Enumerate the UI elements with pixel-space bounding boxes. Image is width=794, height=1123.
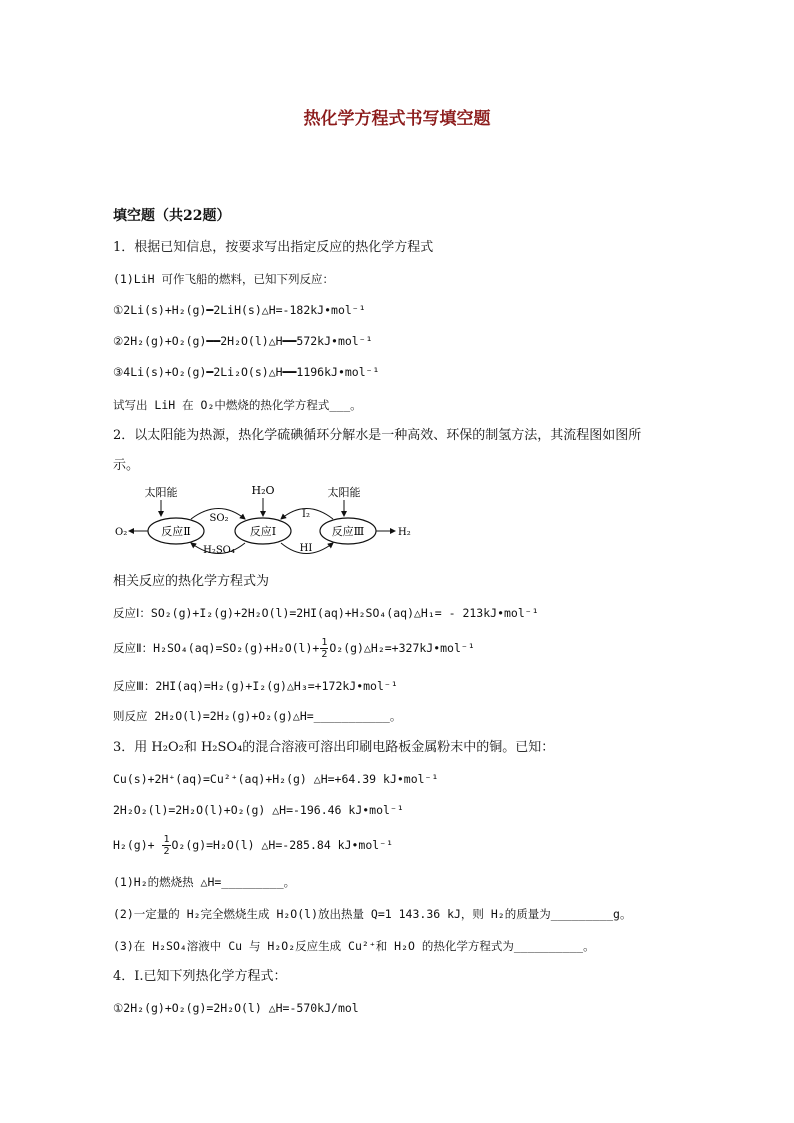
reaction-i-label: 反应Ⅰ [249, 525, 277, 538]
q2-stem-line1: 2．以太阳能为热源，热化学硫碘循环分解水是一种高效、环保的制氢方法，其流程图如图所 [113, 428, 642, 443]
q3-equation-3 [113, 834, 393, 857]
fraction-numerator: 1 [163, 834, 170, 845]
q2-intro: 相关反应的热化学方程式为 [113, 574, 270, 589]
q3-stem: 3．用 H₂O₂和 H₂SO₄的混合溶液可溶出印刷电路板金属粉末中的铜。已知： [113, 740, 555, 755]
reaction-ii-label: 反应Ⅱ [161, 525, 191, 538]
q1-reaction-3: ③4Li(s)+O₂(g)━2Li₂O(s)△H━━1196kJ•mol⁻¹ [113, 365, 380, 379]
q3-sub2: (2)一定量的 H₂完全燃烧生成 H₂O(l)放出热量 Q=1 143.36 kJ，则 H₂的质量为_________g。 [113, 907, 632, 921]
q2-stem-line2: 示。 [113, 458, 140, 473]
q3-equation-3-part1: H₂(g)+ [113, 838, 162, 852]
q2-reaction-i: 反应Ⅰ：SO₂(g)+I₂(g)+2H₂O(l)=2HI(aq)+H₂SO₄(aq)△H₁= - 213kJ•mol⁻¹ [113, 606, 539, 620]
page-title: 热化学方程式书写填空题 [303, 109, 491, 129]
q1-reaction-1: ①2Li(s)+H₂(g)━2LiH(s)△H=-182kJ•mol⁻¹ [113, 303, 366, 317]
sun-right-label: 太阳能 [327, 486, 361, 499]
q3-equation-2: 2H₂O₂(l)=2H₂O(l)+O₂(g) △H=-196.46 kJ•mol⁻¹ [113, 803, 404, 817]
half-fraction [162, 834, 170, 857]
q1-ask: 试写出 LiH 在 O₂中燃烧的热化学方程式___。 [113, 398, 362, 412]
fraction-denominator: 2 [321, 649, 328, 660]
h2so4-label: H₂SO₄ [203, 545, 235, 556]
sun-left-label: 太阳能 [144, 486, 178, 499]
fraction-numerator: 1 [321, 637, 328, 648]
hi-label: HI [299, 543, 313, 554]
section-heading: 填空题（共22题） [113, 208, 231, 224]
q1-sub1: (1)LiH 可作飞船的燃料，已知下列反应： [113, 272, 334, 286]
half-fraction [320, 637, 328, 660]
h2-label: H₂ [398, 527, 411, 538]
q1-reaction-2: ②2H₂(g)+O₂(g)━━2H₂O(l)△H━━572kJ•mol⁻¹ [113, 334, 373, 348]
o2-label: O₂ [115, 527, 128, 538]
so2-label: SO₂ [209, 513, 229, 524]
i2-label: I₂ [302, 509, 310, 520]
q4-stem: 4．Ⅰ.已知下列热化学方程式： [113, 969, 287, 984]
q2-ask: 则反应 2H₂O(l)=2H₂(g)+O₂(g)△H=___________。 [113, 709, 402, 723]
q3-sub1: (1)H₂的燃烧热 △H=_________。 [113, 875, 296, 889]
fraction-denominator: 2 [163, 846, 170, 857]
q3-equation-3-part2: O₂(g)=H₂O(l) △H=-285.84 kJ•mol⁻¹ [171, 838, 394, 852]
q3-equation-1: Cu(s)+2H⁺(aq)=Cu²⁺(aq)+H₂(g) △H=+64.39 kJ•mol⁻¹ [113, 772, 439, 786]
water-label: H₂O [251, 484, 275, 497]
q3-sub3: (3)在 H₂SO₄溶液中 Cu 与 H₂O₂反应生成 Cu²⁺和 H₂O 的热化学方程式为__________。 [113, 939, 595, 953]
reaction-iii-label: 反应Ⅲ [331, 525, 365, 538]
q4-equation-1: ①2H₂(g)+O₂(g)=2H₂O(l) △H=-570kJ/mol [113, 1001, 359, 1015]
q2-reaction-iii: 反应Ⅲ：2HI(aq)=H₂(g)+I₂(g)△H₃=+172kJ•mol⁻¹ [113, 679, 398, 693]
q2-reaction-ii-part2: O₂(g)△H₂=+327kJ•mol⁻¹ [329, 641, 475, 655]
flow-diagram [113, 476, 413, 562]
q1-stem: 1．根据已知信息，按要求写出指定反应的热化学方程式 [113, 240, 434, 255]
q2-reaction-ii [113, 637, 475, 660]
q2-reaction-ii-part1: 反应Ⅱ：H₂SO₄(aq)=SO₂(g)+H₂O(l)+ [113, 641, 320, 655]
